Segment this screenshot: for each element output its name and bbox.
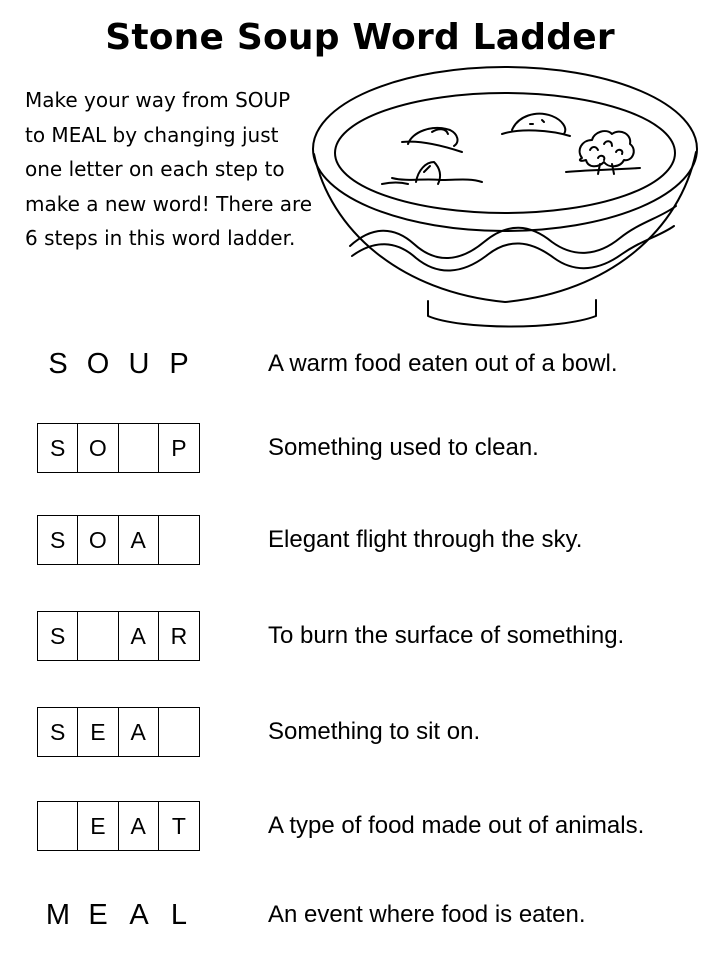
step-clue: Something used to clean. [268,434,539,461]
ladder-step-row [0,707,720,757]
ladder-step-row [0,515,720,565]
instructions-text: Make your way from SOUP to MEAL by changing just one letter on each step to make a new word! There are 6 steps in this word ladder. [25,88,313,250]
letter-box: A [119,516,159,564]
end-clue: An event where food is eaten. [268,901,586,928]
letter-box-blank[interactable] [78,612,118,660]
letter-box: S [38,516,78,564]
ladder-start-row [0,339,720,389]
start-letter: U [128,348,150,380]
letter-box: S [38,612,78,660]
ladder-step-row [0,801,720,851]
step-clue: Something to sit on. [268,718,481,745]
start-letter: O [86,348,110,380]
letter-box: R [170,623,188,649]
letter-box-blank[interactable] [38,802,78,850]
letter-box: S [38,708,78,756]
letter-box-blank[interactable] [119,424,159,472]
step-clue: Elegant flight through the sky. [268,526,583,553]
letter-box: A [119,708,159,756]
letter-box: S [38,424,78,472]
step-clue: A type of food made out of animals. [268,812,645,839]
page-title: Stone Soup Word Ladder [105,17,615,58]
start-word [38,339,200,389]
letter-box: E [78,802,118,850]
letter-box: O [78,516,118,564]
end-letter: E [88,899,108,931]
soup-bowl-icon [305,62,705,332]
end-letter: L [170,899,188,931]
letter-boxes [37,801,200,851]
letter-boxes [37,611,200,661]
start-clue: A warm food eaten out of a bowl. [268,350,618,377]
end-word [38,890,200,940]
ladder-step-row [0,423,720,473]
letter-box: A [119,802,159,850]
step-clue: To burn the surface of something. [268,622,625,649]
letter-box-blank[interactable] [159,516,199,564]
letter-box: E [78,708,118,756]
letter-boxes [37,423,200,473]
letter-boxes [37,707,200,757]
letter-box-blank[interactable] [159,708,199,756]
letter-box: O [78,424,118,472]
letter-boxes [37,515,200,565]
start-letter: P [169,348,189,380]
ladder-step-row [0,611,720,661]
letter-box: P [171,435,187,461]
end-letter: M [45,899,71,931]
end-letter: A [129,899,149,931]
start-letter: S [48,348,68,380]
ladder-end-row [0,890,720,940]
letter-box: T [171,813,186,839]
letter-box: A [119,612,159,660]
